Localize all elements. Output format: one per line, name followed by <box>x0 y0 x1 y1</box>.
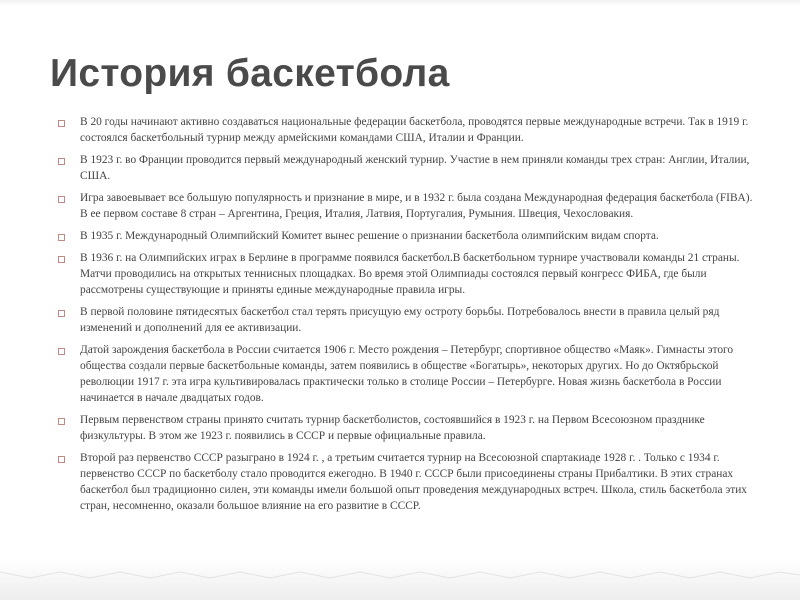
square-bullet-icon <box>58 158 65 165</box>
bullet-text: В 1923 г. во Франции проводится первый международный женский турнир. Участие в нем приняли команды трех стран: Англии, Италии, США. <box>80 154 750 182</box>
bullet-text: Датой зарождения баскетбола в России считается 1906 г. Место рождения – Петербург, спортивное общество «Маяк». Гимнасты этого общества создали первые баскетбольные команды, затем появились в обществе «Богатырь», некоторых других. Но до Октябрьской революции 1917 г. эта игра культивировалась практически только в столице России – Петербурге. Новая жизнь баскетбола в России начинается в начале двадцатых годов. <box>80 344 734 404</box>
bottom-zigzag-decoration <box>0 560 800 600</box>
bullet-text: В 1935 г. Международный Олимпийский Комитет вынес решение о признании баскетбола олимпийским видам спорта. <box>80 230 659 242</box>
list-item <box>58 152 756 184</box>
square-bullet-icon <box>58 310 65 317</box>
square-bullet-icon <box>58 256 65 263</box>
square-bullet-icon <box>58 196 65 203</box>
list-item <box>58 450 756 514</box>
list-item <box>58 114 756 146</box>
square-bullet-icon <box>58 418 65 425</box>
list-item <box>58 412 756 444</box>
list-item <box>58 190 756 222</box>
bottom-decor-band <box>0 560 800 600</box>
square-bullet-icon <box>58 234 65 241</box>
list-item <box>58 228 756 244</box>
bullet-text: Игра завоевывает все большую популярность и признание в мире, и в 1932 г. была создана Международная федерация баскетбола (FIBA). В ее первом составе 8 стран – Аргентина, Греция, Италия, Латвия, Португалия, Румыния. Швеция, Чехословакия. <box>80 192 753 220</box>
bullet-text: В 1936 г. на Олимпийских играх в Берлине в программе появился баскетбол.В баскетбольном турнире участвовали команды 21 страны. Матчи проводились на открытых теннисных площадках. Во время этой Олимпиады состоялся первый конгресс ФИБА, где были рассмотрены существующие и приняты единые международные правила игры. <box>80 252 740 296</box>
bullet-list <box>58 114 756 520</box>
list-item <box>58 342 756 406</box>
bullet-text: Первым первенством страны принято считать турнир баскетболистов, состоявшийся в 1923 г. на Первом Всесоюзном празднике физкультуры. В этом же 1923 г. появились в СССР и первые официальные правила. <box>80 414 705 442</box>
list-item <box>58 250 756 298</box>
list-item <box>58 304 756 336</box>
slide-title: История баскетбола <box>50 52 450 95</box>
square-bullet-icon <box>58 456 65 463</box>
bullet-text: В 20 годы начинают активно создаваться национальные федерации баскетбола, проводятся первые международные встречи. Так в 1919 г. состоялся баскетбольный турнир между армейскими командами США, Италии и Франции. <box>80 116 749 144</box>
bullet-text: В первой половине пятидесятых баскетбол стал терять присущую ему остроту борьбы. Потребовалось внести в правила целый ряд изменений и дополнений для ее активизации. <box>80 306 720 334</box>
bullet-text: Второй раз первенство СССР разыграно в 1924 г. , а третьим считается турнир на Всесоюзной спартакиаде 1928 г. . Только с 1934 г. первенство СССР по баскетболу стало проводится ежегодно. В 1940 г. СССР были присоединены страны Прибалтики. В этих странах баскетбол был традиционно силен, эти команды имели большой опыт проведения международных встреч. Школа, стиль баскетбола этих стран, несомненно, оказали большое влияние на его развитие в СССР. <box>80 452 748 512</box>
top-decor-band <box>0 0 800 6</box>
square-bullet-icon <box>58 348 65 355</box>
square-bullet-icon <box>58 120 65 127</box>
